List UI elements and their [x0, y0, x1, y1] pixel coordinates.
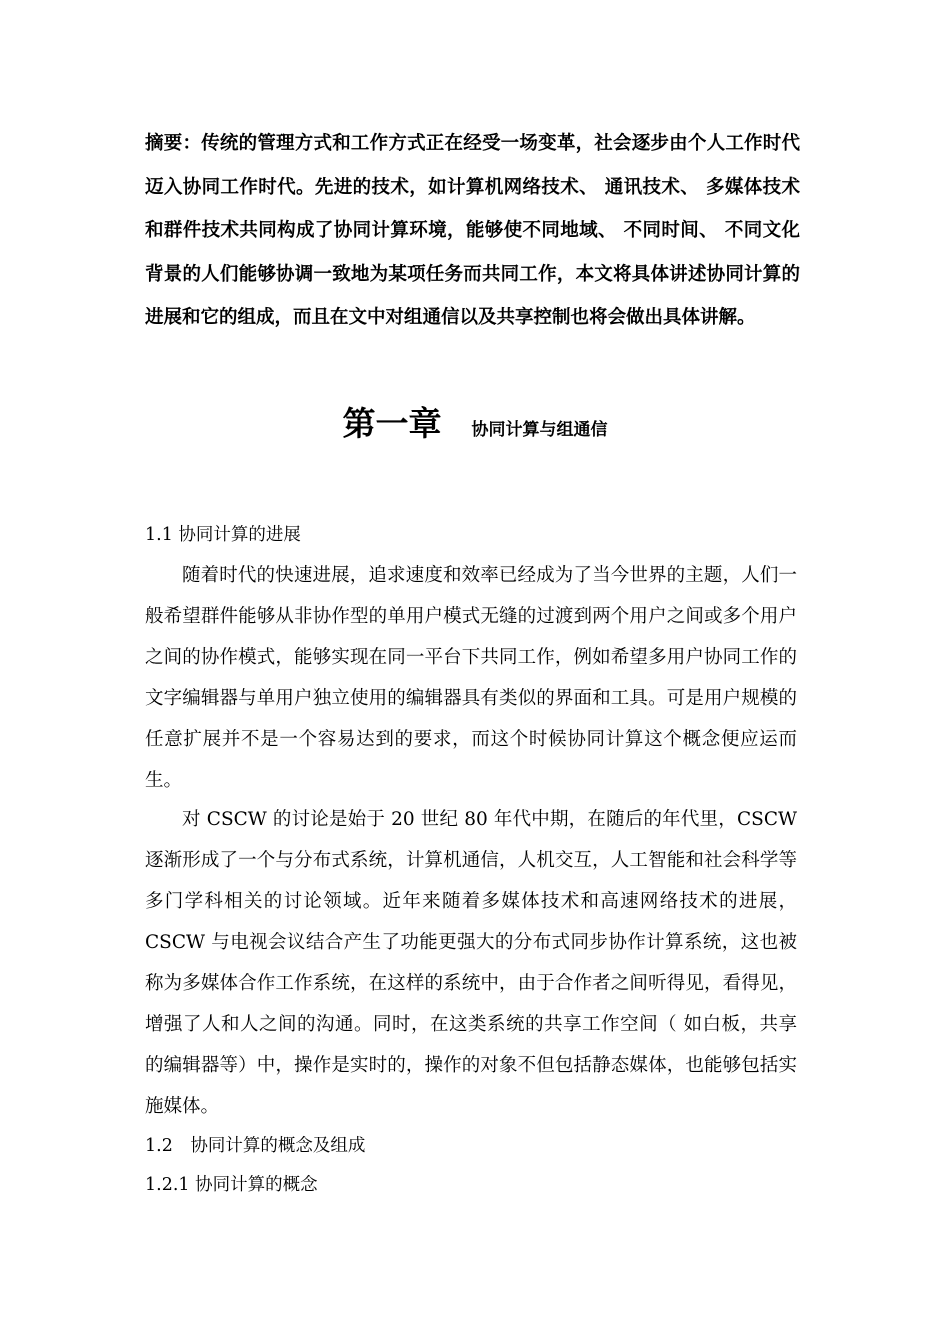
abstract-paragraph: 摘要：传统的管理方式和工作方式正在经受一场变革，社会逐步由个人工作时代迈入协同工作时代。先进的技术，如计算机网络技术、 通讯技术、 多媒体技术和群件技术共同构成了协同计算环境，能够使不同地域、 不同时间、 不同文化背景的人们能够协调一致地为某项任务而共同工作，本文将具体讲述协同计算的进展和它的组成，而且在文中对组通信以及共享控制也将会做出具体讲解。	[145, 133, 800, 329]
chapter-heading	[0, 398, 950, 445]
section-heading-1-2: 1.2 协同计算的概念及组成	[145, 1136, 366, 1156]
body-paragraph-2: 对 CSCW 的讨论是始于 20 世纪 80 年代中期，在随后的年代里，CSCW 逐渐形成了一个与分布式系统，计算机通信，人机交互，人工智能和社会科学等多门学科相关的讨论领域。近年来随着多媒体技术和高速网络技术的进展，CSCW 与电视会议结合产生了功能更强大的分布式同步协作计算系统，这也被称为多媒体合作工作系统，在这样的系统中，由于合作者之间听得见，看得见，增强了人和人之间的沟通。同时，在这类系统的共享工作空间（ 如白板，共享的编辑器等）中，操作是实时的，操作的对象不但包括静态媒体，也能够包括实施媒体。	[145, 809, 797, 1117]
chapter-title: 协同计算与组通信	[471, 420, 608, 440]
body-paragraph-1: 随着时代的快速进展，追求速度和效率已经成为了当今世界的主题，人们一般希望群件能够从非协作型的单用户模式无缝的过渡到两个用户之间或多个用户之间的协作模式，能够实现在同一平台下共同工作，例如希望多用户协同工作的文字编辑器与单用户独立使用的编辑器具有类似的界面和工具。可是用户规模的任意扩展并不是一个容易达到的要求，而这个时候协同计算这个概念便应运而生。	[145, 565, 797, 791]
section-heading-1-2-1: 1.2.1 协同计算的概念	[145, 1175, 318, 1195]
section-heading-1-1: 1.1 协同计算的进展	[145, 525, 301, 545]
chapter-number: 第一章	[342, 404, 442, 443]
